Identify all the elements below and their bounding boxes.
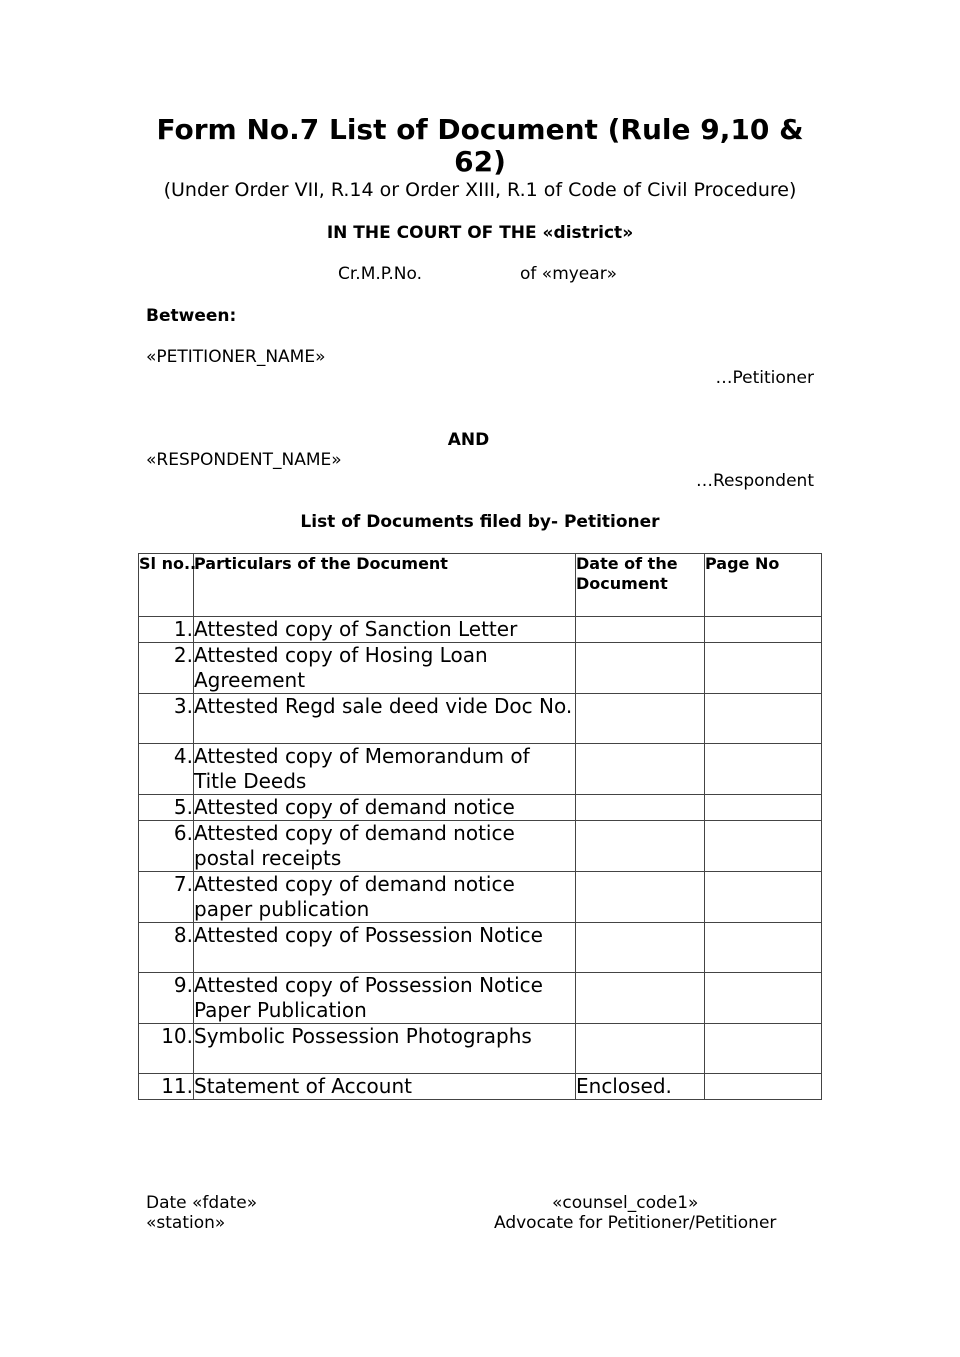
- cell-date: [576, 643, 705, 694]
- respondent-role: …Respondent: [695, 471, 814, 491]
- date-label: Date «fdate»: [146, 1193, 258, 1213]
- cell-particulars: Attested Regd sale deed vide Doc No.: [194, 694, 576, 744]
- form-subtitle: (Under Order VII, R.14 or Order XIII, R.1 of Code of Civil Procedure): [163, 179, 797, 201]
- cell-page: [705, 744, 822, 795]
- cell-particulars: Statement of Account: [194, 1074, 576, 1100]
- cell-page: [705, 795, 822, 821]
- cell-sl: 10.: [139, 1024, 194, 1074]
- cell-date: [576, 795, 705, 821]
- form-title: Form No.7 List of Document (Rule 9,10 & 62): [156, 113, 804, 178]
- table-row: [139, 973, 822, 1024]
- table-row: [139, 821, 822, 872]
- header-page-no: Page No: [705, 554, 822, 617]
- cell-date: [576, 617, 705, 643]
- respondent-name: «RESPONDENT_NAME»: [146, 450, 342, 470]
- crmp-label: Cr.M.P.No.: [338, 264, 423, 284]
- and-label: AND: [447, 430, 490, 450]
- cell-sl: 9.: [139, 973, 194, 1024]
- table-row: [139, 923, 822, 973]
- cell-sl: 7.: [139, 872, 194, 923]
- header-sl-no: Sl no..: [139, 554, 194, 617]
- cell-page: [705, 1024, 822, 1074]
- cell-sl: 2.: [139, 643, 194, 694]
- court-heading: IN THE COURT OF THE «district»: [326, 223, 634, 243]
- cell-particulars: Symbolic Possession Photographs: [194, 1024, 576, 1074]
- petitioner-role: …Petitioner: [715, 368, 814, 388]
- table-row: [139, 694, 822, 744]
- table-row: [139, 795, 822, 821]
- cell-particulars: Attested copy of Possession Notice Paper Publication: [194, 973, 576, 1024]
- cell-particulars: Attested copy of Hosing Loan Agreement: [194, 643, 576, 694]
- cell-page: [705, 643, 822, 694]
- advocate-signature: Advocate for Petitioner/Petitioner: [494, 1213, 777, 1233]
- cell-date: [576, 1024, 705, 1074]
- cell-particulars: Attested copy of Possession Notice: [194, 923, 576, 973]
- table-row: [139, 872, 822, 923]
- table-row: [139, 744, 822, 795]
- counsel-code: «counsel_code1»: [552, 1193, 699, 1213]
- cell-date: Enclosed.: [576, 1074, 705, 1100]
- cell-sl: 3.: [139, 694, 194, 744]
- cell-sl: 11.: [139, 1074, 194, 1100]
- petitioner-name: «PETITIONER_NAME»: [146, 347, 326, 367]
- cell-date: [576, 694, 705, 744]
- cell-particulars: Attested copy of Memorandum of Title Deeds: [194, 744, 576, 795]
- cell-particulars: Attested copy of demand notice paper publication: [194, 872, 576, 923]
- case-year: of «myear»: [520, 264, 618, 284]
- table-row: [139, 617, 822, 643]
- cell-date: [576, 821, 705, 872]
- cell-page: [705, 1074, 822, 1100]
- cell-particulars: Attested copy of demand notice: [194, 795, 576, 821]
- between-label: Between:: [146, 306, 237, 326]
- station-label: «station»: [146, 1213, 226, 1233]
- table-header-row: [139, 554, 822, 617]
- cell-date: [576, 872, 705, 923]
- cell-sl: 1.: [139, 617, 194, 643]
- cell-sl: 8.: [139, 923, 194, 973]
- list-heading: List of Documents filed by- Petitioner: [300, 512, 660, 532]
- cell-sl: 6.: [139, 821, 194, 872]
- cell-page: [705, 973, 822, 1024]
- cell-date: [576, 973, 705, 1024]
- cell-page: [705, 694, 822, 744]
- cell-sl: 4.: [139, 744, 194, 795]
- cell-date: [576, 744, 705, 795]
- cell-sl: 5.: [139, 795, 194, 821]
- cell-particulars: Attested copy of Sanction Letter: [194, 617, 576, 643]
- cell-page: [705, 872, 822, 923]
- table-row: [139, 1074, 822, 1100]
- cell-page: [705, 923, 822, 973]
- cell-particulars: Attested copy of demand notice postal receipts: [194, 821, 576, 872]
- table-row: [139, 643, 822, 694]
- header-particulars: Particulars of the Document: [194, 554, 576, 617]
- cell-page: [705, 617, 822, 643]
- cell-date: [576, 923, 705, 973]
- header-date: Date of the Document: [576, 554, 705, 617]
- table-row: [139, 1024, 822, 1074]
- cell-page: [705, 821, 822, 872]
- documents-table: [138, 553, 822, 1100]
